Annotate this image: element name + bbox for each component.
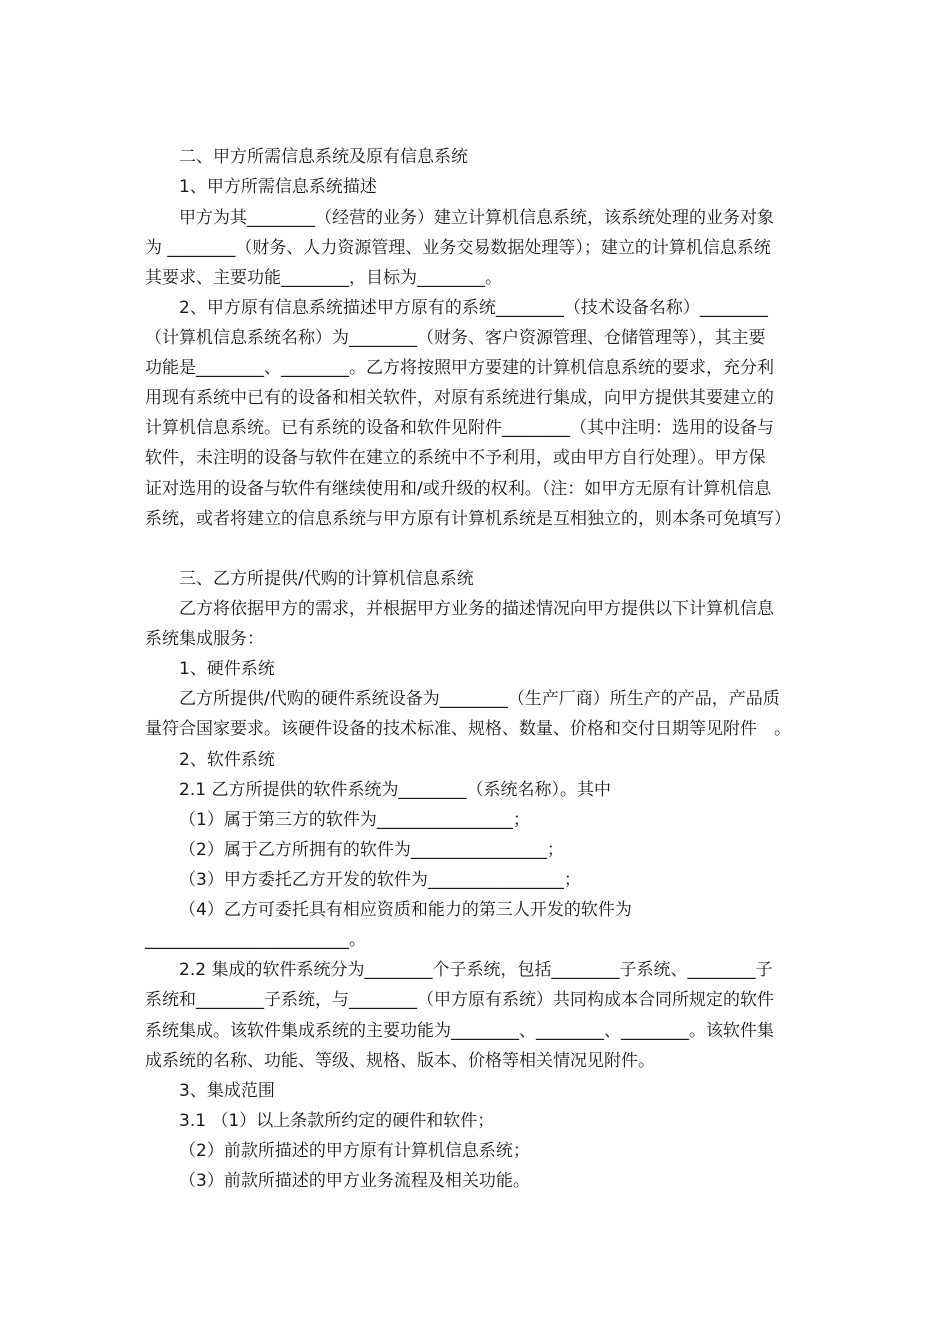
- paragraph-line: 用现有系统中已有的设备和相关软件，对原有系统进行集成，向甲方提供其要建立的: [145, 388, 774, 408]
- paragraph-line: 系统集成服务：: [145, 629, 264, 649]
- section-3-heading: 三、乙方所提供/代购的计算机信息系统: [179, 569, 474, 589]
- paragraph-line: 计算机信息系统。已有系统的设备和软件见附件________（其中注明：选用的设备与: [145, 418, 774, 438]
- paragraph-line: 甲方为其________（经营的业务）建立计算机信息系统，该系统处理的业务对象: [179, 208, 774, 228]
- paragraph-line: 证对选用的设备与软件有继续使用和/或升级的权利。（注：如甲方无原有计算机信息: [145, 479, 772, 499]
- list-item: （1）属于第三方的软件为________________；: [179, 810, 530, 830]
- list-item: （3）甲方委托乙方开发的软件为________________；: [179, 870, 581, 890]
- paragraph-line: 2、甲方原有信息系统描述甲方原有的系统________（技术设备名称）________: [179, 298, 768, 318]
- paragraph-line: 乙方将依据甲方的需求，并根据甲方业务的描述情况向甲方提供以下计算机信息: [179, 599, 774, 619]
- paragraph-line: 量符合国家要求。该硬件设备的技术标准、规格、数量、价格和交付日期等见附件 。: [145, 719, 791, 739]
- list-item: 3.1 （1）以上条款所约定的硬件和软件；: [179, 1111, 495, 1131]
- subsection-heading: 2、软件系统: [179, 750, 275, 770]
- paragraph-line: 系统和________子系统，与________（甲方原有系统）共同构成本合同所规定的软件: [145, 990, 774, 1010]
- list-item: （4）乙方可委托具有相应资质和能力的第三人开发的软件为: [179, 900, 632, 920]
- list-item: （2）前款所描述的甲方原有计算机信息系统；: [179, 1141, 530, 1161]
- paragraph-line: 软件，未注明的设备与软件在建立的系统中不予利用，或由甲方自行处理）。甲方保: [145, 448, 766, 468]
- subsection-heading: 1、硬件系统: [179, 659, 275, 679]
- paragraph-line: （计算机信息系统名称）为________（财务、客户资源管理、仓储管理等），其主要: [145, 328, 766, 348]
- subsection-heading: 1、甲方所需信息系统描述: [179, 177, 377, 197]
- paragraph-line: 其要求、主要功能________，目标为________。: [145, 268, 502, 288]
- section-2-heading: 二、甲方所需信息系统及原有信息系统: [179, 147, 468, 167]
- paragraph-line: 2.2 集成的软件系统分为________个子系统，包括________子系统、________子: [179, 960, 773, 980]
- paragraph-line: 系统，或者将建立的信息系统与甲方原有计算机系统是互相独立的，则本条可免填写）: [145, 509, 791, 529]
- paragraph-line: 功能是________、________。乙方将按照甲方要建的计算机信息系统的要求，充分利: [145, 358, 774, 378]
- paragraph-line: 成系统的名称、功能、等级、规格、版本、价格等相关情况见附件。: [145, 1051, 655, 1071]
- list-item: （3）前款所描述的甲方业务流程及相关功能。: [179, 1171, 530, 1191]
- list-item: （2）属于乙方所拥有的软件为________________；: [179, 840, 564, 860]
- paragraph-line: 为 ________（财务、人力资源管理、业务交易数据处理等）；建立的计算机信息系统: [145, 238, 771, 258]
- paragraph-line: 乙方所提供/代购的硬件系统设备为________（生产厂商）所生产的产品，产品质: [179, 689, 780, 709]
- paragraph-line: ________________________。: [145, 930, 366, 950]
- subsection-heading: 3、集成范围: [179, 1081, 275, 1101]
- paragraph-line: 2.1 乙方所提供的软件系统为________（系统名称）。其中: [179, 780, 611, 800]
- paragraph-line: 系统集成。该软件集成系统的主要功能为________、________、________。该软件集: [145, 1021, 774, 1041]
